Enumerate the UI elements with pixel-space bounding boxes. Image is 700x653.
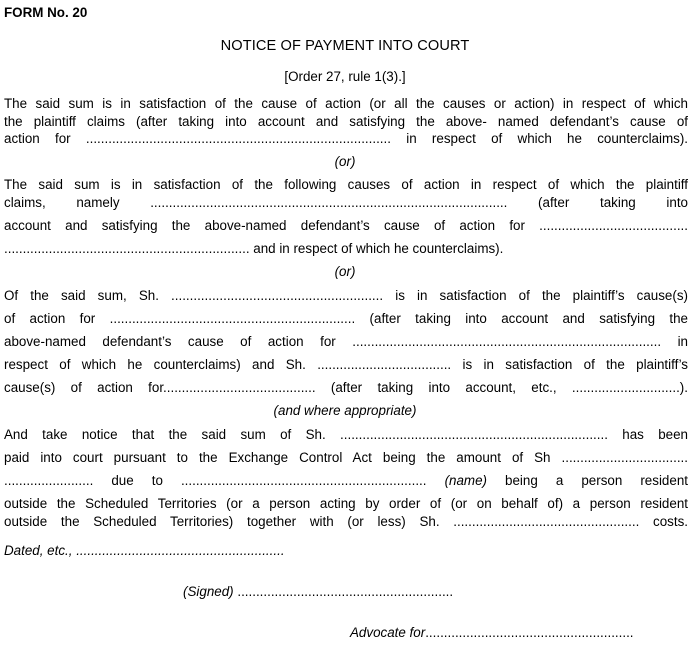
para3-line2: of action for .................................................................. (after taking into account and satisfying the bbox=[4, 311, 688, 326]
where-appropriate-note bbox=[0, 403, 690, 418]
advocate-label: Advocate for bbox=[350, 625, 426, 640]
para2-line2: claims, namely ................................................................................................ (after taking into bbox=[4, 195, 688, 210]
para1-line1: The said sum is in satisfaction of the cause of action (or all the causes or action) in respect of which bbox=[4, 96, 688, 111]
para2-line3: account and satisfying the above-named defendant’s cause of action for ........................................ bbox=[4, 218, 688, 233]
or-separator-2 bbox=[0, 264, 690, 279]
para1-line3: action for .................................................................................. in respect of which he counterclaims). bbox=[4, 131, 688, 146]
signed-line bbox=[183, 584, 453, 599]
para4-line2: paid into court pursuant to the Exchange Control Act being the amount of Sh .................................. bbox=[4, 450, 688, 465]
or-text-1: (or) bbox=[334, 154, 356, 169]
form-number: FORM No. 20 bbox=[4, 5, 88, 20]
or-separator-1 bbox=[0, 154, 690, 169]
para3-line1: Of the said sum, Sh. ......................................................... is in satisfaction of the plaintiff’s cause(s) bbox=[4, 288, 688, 303]
para4-line1: And take notice that the said sum of Sh. ........................................................................ has been bbox=[4, 427, 688, 442]
dated-line bbox=[4, 543, 285, 558]
signed-label: (Signed) bbox=[183, 584, 234, 599]
name-placeholder: (name) bbox=[444, 473, 487, 488]
para3-line3: above-named defendant’s cause of action for ................................................................................... in bbox=[4, 334, 688, 349]
where-appropriate-text: (and where appropriate) bbox=[273, 403, 417, 418]
signed-dots: .......................................................... bbox=[233, 584, 454, 599]
or-text-2: (or) bbox=[334, 264, 356, 279]
para4-line4: outside the Scheduled Territories (or a person acting by order of (or on behalf of) a person resident bbox=[4, 496, 688, 511]
para2-line1: The said sum is in satisfaction of the following causes of action in respect of which the plaintiff bbox=[4, 177, 688, 192]
dated-text: Dated, etc., ........................................................ bbox=[4, 543, 285, 558]
advocate-dots: ........................................................ bbox=[425, 625, 634, 640]
para4-line3-start: ........................ due to .................................................................. bbox=[4, 473, 445, 488]
para3-line5: cause(s) of action for......................................... (after taking into account, etc., .............................). bbox=[4, 380, 688, 395]
para3-line4: respect of which he counterclaims) and Sh. .................................... is in satisfaction of the plaintiff’s bbox=[4, 357, 688, 372]
advocate-line bbox=[350, 625, 634, 640]
para4-line3 bbox=[4, 473, 688, 488]
order-citation: [Order 27, rule 1(3).] bbox=[284, 69, 406, 84]
para2-line4: .................................................................. and in respect of which he counterclaims). bbox=[4, 241, 504, 256]
para4-line5: outside the Scheduled Territories) together with (or less) Sh. .................................................. costs. bbox=[4, 514, 688, 529]
para1-line2: the plaintiff claims (after taking into account and satisfying the above- named defendant’s cause of bbox=[4, 114, 688, 129]
page-title: NOTICE OF PAYMENT INTO COURT bbox=[220, 38, 470, 54]
para4-line3-end: being a person resident bbox=[486, 473, 688, 488]
